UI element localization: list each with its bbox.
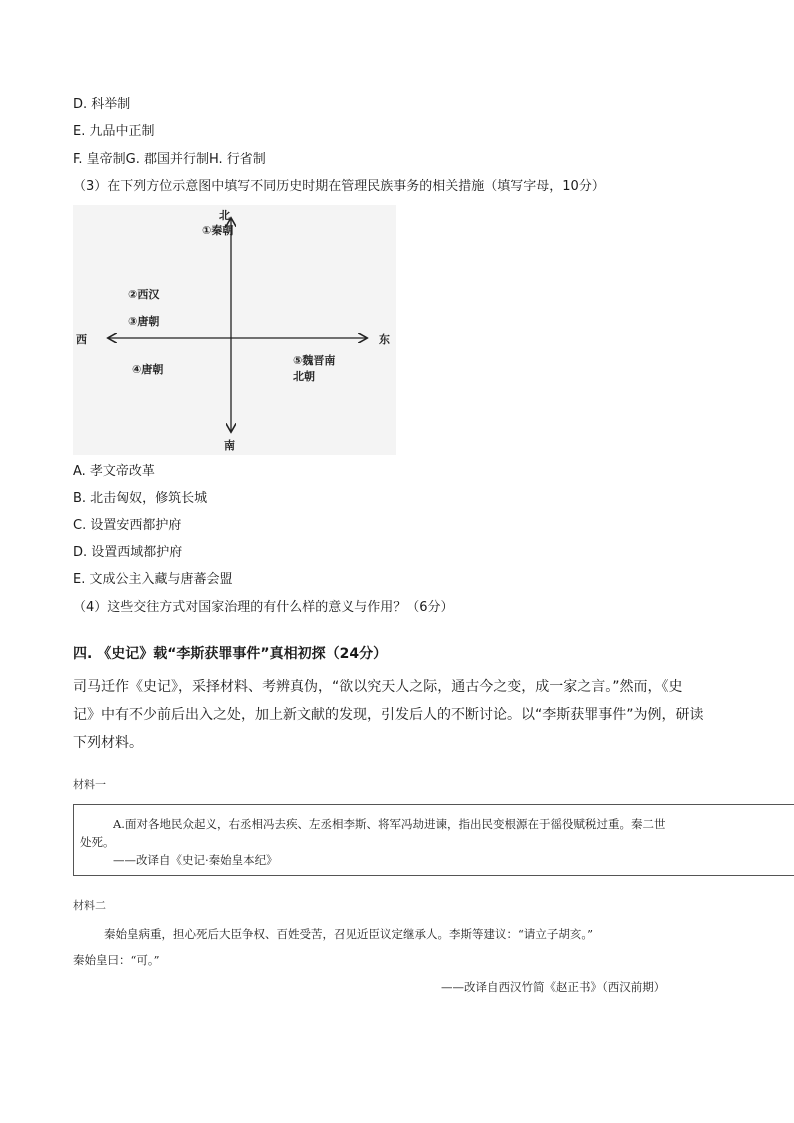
option-b: B. 北击匈奴，修筑长城 [73, 491, 208, 506]
option-a: A. 孝文帝改革 [73, 464, 155, 479]
material-1-label: 材料一 [73, 778, 106, 791]
material-1-source: ——改译自《史记·秦始皇本纪》 [113, 853, 278, 867]
section-4-title: 四. 《史记》载“李斯获罪事件”真相初探（24分） [73, 646, 388, 662]
intro-line-1: 司马迁作《史记》，采择材料、考辨真伪，“欲以究天人之际，通古今之变，成一家之言。”然而，《史 [73, 679, 683, 695]
material-2-source: ——改译自西汉竹简《赵正书》（西汉前期） [441, 980, 666, 994]
option-e-jiupin: E. 九品中正制 [73, 124, 155, 139]
item-2-xihan: ②西汉 [128, 288, 160, 301]
option-d-keju: D. 科举制 [73, 97, 131, 112]
option-c: C. 设置安西都护府 [73, 518, 182, 533]
east-label: 东 [379, 333, 390, 346]
material-2-label: 材料二 [73, 899, 106, 912]
option-d: D. 设置西域都护府 [73, 545, 183, 560]
option-e: E. 文成公主入藏与唐蕃会盟 [73, 572, 233, 587]
material-1-line-2: 处死。 [80, 835, 115, 849]
material-2-line-1: 秦始皇病重，担心死后大臣争权、百姓受苦，召见近臣议定继承人。李斯等建议：“请立子胡亥。” [104, 927, 594, 941]
question-4: （4）这些交往方式对国家治理的有什么样的意义与作用？（6分） [73, 600, 454, 615]
item-5-weijin: ⑤魏晋南 [293, 354, 336, 367]
axes-svg [73, 205, 396, 455]
intro-line-3: 下列材料。 [73, 735, 143, 751]
question-3: （3）在下列方位示意图中填写不同历史时期在管理民族事务的相关措施（填写字母，10分） [73, 179, 605, 194]
west-label: 西 [76, 333, 87, 346]
material-1-line-1: A.面对各地民众起义，右丞相冯去疾、左丞相李斯、将军冯劫进谏，指出民变根源在于徭役赋税过重。秦二世 [113, 817, 666, 831]
item-1-qin: ①秦朝 [202, 224, 234, 237]
item-3-tang: ③唐朝 [128, 315, 160, 328]
option-fgh: F. 皇帝制G. 郡国并行制H. 行省制 [73, 152, 266, 167]
section-4-intro [73, 673, 723, 757]
north-label: 北 [219, 209, 230, 222]
intro-line-2: 记》中有不少前后出入之处，加上新文献的发现，引发后人的不断讨论。以“李斯获罪事件”为例，研读 [73, 707, 704, 723]
material-2-line-2: 秦始皇曰：“可。” [73, 953, 160, 967]
item-5-beichao: 北朝 [293, 370, 315, 383]
south-label: 南 [224, 439, 235, 452]
item-4-tang: ④唐朝 [132, 363, 164, 376]
direction-diagram [73, 205, 396, 455]
